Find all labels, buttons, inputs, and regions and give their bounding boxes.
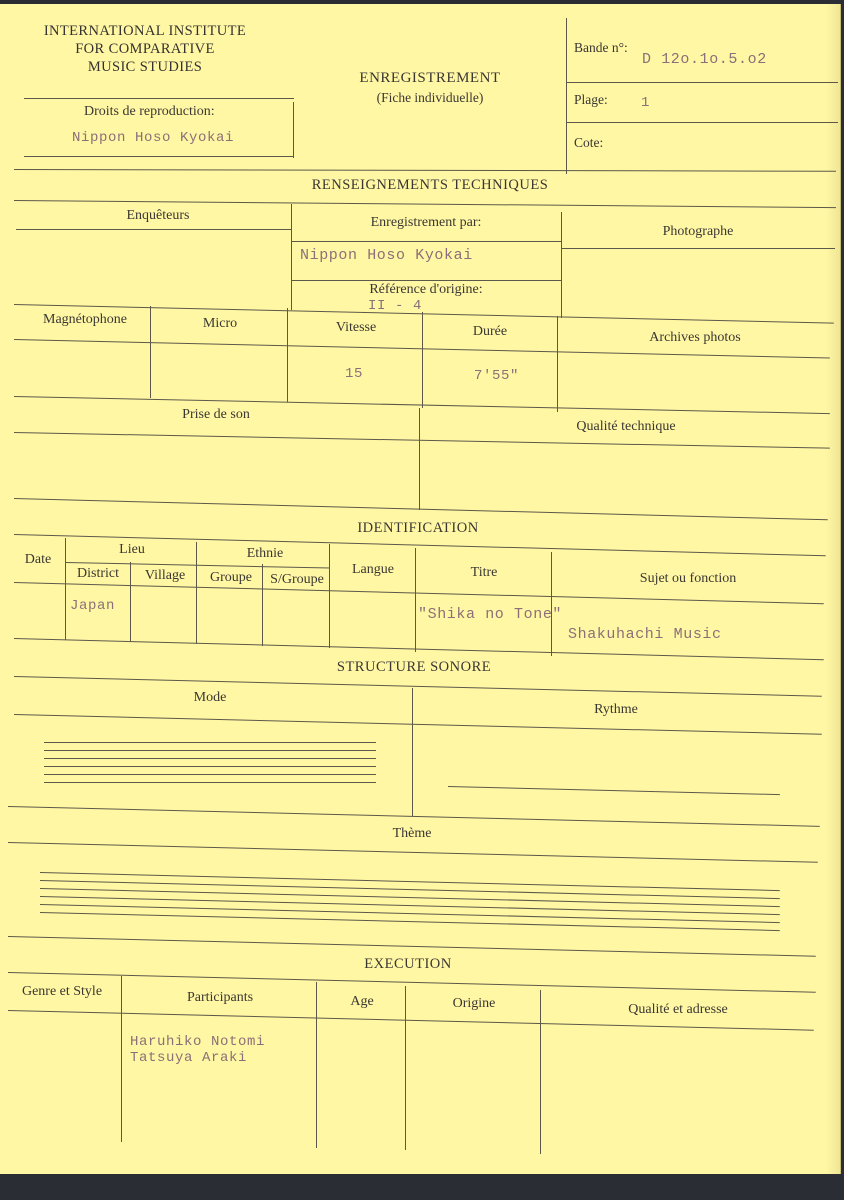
enregistrement-label: Enregistrement par: — [370, 215, 482, 230]
divider — [14, 432, 830, 449]
reference-label: Référence d'origine: — [369, 282, 483, 297]
plage-label: Plage: — [574, 92, 608, 107]
divider — [419, 408, 420, 510]
divider — [8, 806, 820, 827]
divider — [557, 316, 558, 412]
langue-label: Langue — [352, 562, 394, 577]
archive-record-card — [0, 4, 841, 1174]
divider — [415, 548, 416, 652]
structure-heading: STRUCTURE SONORE — [336, 659, 492, 675]
divider — [14, 200, 836, 208]
form-title: ENREGISTREMENT — [359, 70, 501, 86]
divider — [8, 936, 816, 957]
rights-label: Droits de reproduction: — [84, 104, 215, 119]
divider — [262, 564, 263, 646]
vitesse-label: Vitesse — [335, 320, 377, 335]
sujet-label: Sujet ou fonction — [639, 571, 737, 586]
rythme-label: Rythme — [594, 702, 638, 717]
divider — [24, 156, 294, 157]
rights-value: Nippon Hoso Kyokai — [72, 130, 235, 146]
divider — [551, 552, 552, 656]
micro-label: Micro — [202, 316, 238, 331]
divider — [287, 308, 288, 402]
divider — [405, 986, 406, 1150]
institute-line-3: MUSIC STUDIES — [87, 59, 203, 75]
date-label: Date — [24, 552, 52, 567]
groupe-label: Groupe — [210, 570, 252, 585]
reference-value: II - 4 — [368, 298, 423, 314]
divider — [8, 972, 816, 993]
divider — [293, 102, 294, 158]
genre-label: Genre et Style — [21, 984, 103, 999]
divider — [65, 538, 66, 640]
participant-2: Tatsuya Araki — [130, 1050, 248, 1066]
divider — [561, 212, 562, 318]
divider — [291, 204, 292, 310]
bande-label: Bande n°: — [574, 40, 628, 55]
enqueteurs-label: Enquêteurs — [126, 208, 190, 223]
vitesse-value: 15 — [345, 366, 364, 382]
plage-value: 1 — [641, 95, 651, 111]
mode-writing-line — [44, 758, 376, 759]
institute-line-1: INTERNATIONAL INSTITUTE — [43, 23, 247, 39]
photographe-label: Photographe — [662, 224, 734, 239]
divider — [316, 982, 317, 1148]
mode-writing-line — [44, 782, 376, 783]
participant-1: Haruhiko Notomi — [130, 1034, 266, 1050]
divider — [566, 18, 567, 174]
mode-writing-line — [44, 774, 376, 775]
mode-writing-line — [44, 750, 376, 751]
titre-value: "Shika no Tone" — [418, 606, 563, 623]
divider — [291, 241, 561, 242]
village-label: Village — [144, 568, 186, 583]
divider — [561, 248, 835, 249]
bande-value: D 12o.1o.5.o2 — [642, 51, 767, 68]
divider — [14, 714, 822, 735]
divider — [196, 542, 197, 644]
duree-label: Durée — [472, 324, 508, 339]
enregistrement-value: Nippon Hoso Kyokai — [300, 247, 473, 264]
magnetophone-label: Magnétophone — [43, 312, 127, 327]
qualite-adresse-label: Qualité et adresse — [628, 1002, 728, 1017]
divider — [422, 312, 423, 408]
divider — [14, 498, 828, 520]
mode-writing-line — [44, 742, 376, 743]
technique-heading: RENSEIGNEMENTS TECHNIQUES — [311, 177, 549, 193]
institute-line-2: FOR COMPARATIVE — [75, 41, 215, 57]
divider — [329, 544, 330, 648]
duree-value: 7'55" — [474, 368, 520, 384]
ethnie-label: Ethnie — [246, 546, 284, 561]
divider — [540, 990, 541, 1154]
mode-label: Mode — [193, 690, 227, 705]
identification-heading: IDENTIFICATION — [357, 520, 479, 536]
archives-label: Archives photos — [649, 330, 741, 345]
divider — [130, 562, 131, 642]
prise-label: Prise de son — [182, 407, 250, 422]
sujet-value: Shakuhachi Music — [568, 626, 722, 643]
age-label: Age — [350, 994, 374, 1009]
divider — [566, 122, 838, 123]
sgroupe-label: S/Groupe — [270, 572, 324, 587]
divider — [121, 976, 122, 1142]
origine-label: Origine — [452, 996, 496, 1011]
divider — [8, 842, 818, 863]
institute-name — [20, 22, 270, 76]
execution-heading: EXECUTION — [364, 956, 452, 972]
divider — [291, 280, 561, 281]
participants-label: Participants — [186, 990, 254, 1005]
district-label: District — [77, 566, 119, 581]
divider — [16, 229, 292, 230]
divider — [566, 82, 838, 83]
divider — [14, 304, 834, 324]
divider — [14, 169, 836, 172]
mode-writing-line — [44, 766, 376, 767]
theme-label: Thème — [392, 826, 432, 841]
titre-label: Titre — [470, 565, 498, 580]
divider — [150, 306, 151, 398]
district-value: Japan — [70, 598, 116, 614]
cote-label: Cote: — [574, 135, 604, 150]
form-subtitle: (Fiche individuelle) — [376, 90, 484, 105]
divider — [412, 688, 413, 816]
divider — [14, 676, 822, 697]
lieu-label: Lieu — [119, 542, 145, 557]
rythme-writing-line — [448, 786, 780, 795]
theme-writing-line — [40, 912, 780, 931]
divider — [24, 98, 294, 99]
qualite-technique-label: Qualité technique — [576, 419, 676, 434]
